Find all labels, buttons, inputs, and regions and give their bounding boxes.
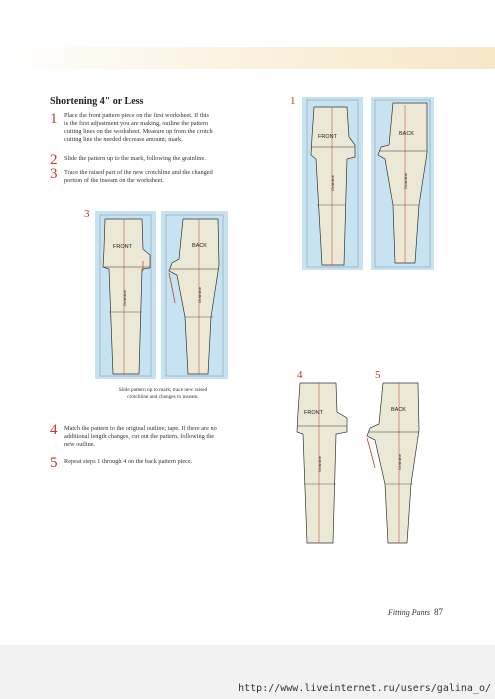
- page-footer: [388, 607, 443, 617]
- back-label: BACK: [192, 243, 207, 249]
- back-label: BACK: [391, 407, 406, 413]
- step-2-number: 2: [50, 152, 58, 168]
- figure-5-back-pattern: [361, 380, 427, 548]
- watermark-url: http://www.liveinternet.ru/users/galina_o/: [238, 683, 491, 694]
- step-1-text: Place the front pattern piece on the first worksheet. If this is the first adjustment you are making, outline the pattern cutting lines on the worksheet. Measure up from the crotch cutting line the needed decrease amount; mark.: [64, 112, 213, 143]
- figure-3-number: 3: [84, 208, 90, 220]
- step-5-text: Repeat steps 1 through 4 on the back pattern piece.: [64, 458, 193, 465]
- step-3-text: Trace the raised part of the new crotchline and the changed portion of the inseam on the worksheet.: [64, 169, 213, 184]
- grainline-label: Grainline: [397, 453, 402, 470]
- step-4-text: Match the pattern to the original outline; tape. If there are no additional length changes, cut out the pattern, following the new outline.: [64, 425, 217, 448]
- header-band: [0, 47, 495, 69]
- figure-3-back-panel: [161, 211, 228, 379]
- back-pattern-piece: [161, 211, 228, 379]
- figure-4-front-pattern: [290, 380, 354, 548]
- figure-4-number: 4: [297, 369, 303, 381]
- front-label: FRONT: [113, 244, 132, 250]
- front-label: FRONT: [304, 410, 323, 416]
- figure-1-number: 1: [290, 95, 296, 107]
- figure-1-back-panel: [371, 97, 434, 270]
- step-3-number: 3: [50, 166, 58, 182]
- step-1-number: 1: [50, 111, 58, 127]
- front-label: FRONT: [318, 134, 337, 140]
- chapter-name: Fitting Pants: [388, 608, 430, 617]
- figure-3-front-panel: [95, 211, 156, 379]
- figure-5-number: 5: [375, 369, 381, 381]
- step-4-number: 4: [50, 422, 58, 438]
- back-pattern-piece: [371, 97, 434, 270]
- page-number: 87: [434, 607, 443, 617]
- grainline-label: Grainline: [122, 289, 127, 306]
- step-2-text: Slide the pattern up to the mark, following the grainline.: [64, 155, 206, 162]
- grainline-label: Grainline: [403, 172, 408, 189]
- grainline-label: Grainline: [330, 174, 335, 191]
- back-label: BACK: [399, 131, 414, 137]
- front-pattern-piece: [302, 97, 363, 270]
- grainline-label: Grainline: [317, 455, 322, 472]
- figure-3-caption: Slide pattern up to mark; trace new raised crotchline and changes to inseam.: [118, 387, 208, 400]
- figure-1-front-panel: [302, 97, 363, 270]
- grainline-label: Grainline: [197, 286, 202, 303]
- step-5-number: 5: [50, 455, 58, 471]
- front-pattern-piece: [95, 211, 156, 379]
- section-title: Shortening 4" or Less: [50, 96, 144, 107]
